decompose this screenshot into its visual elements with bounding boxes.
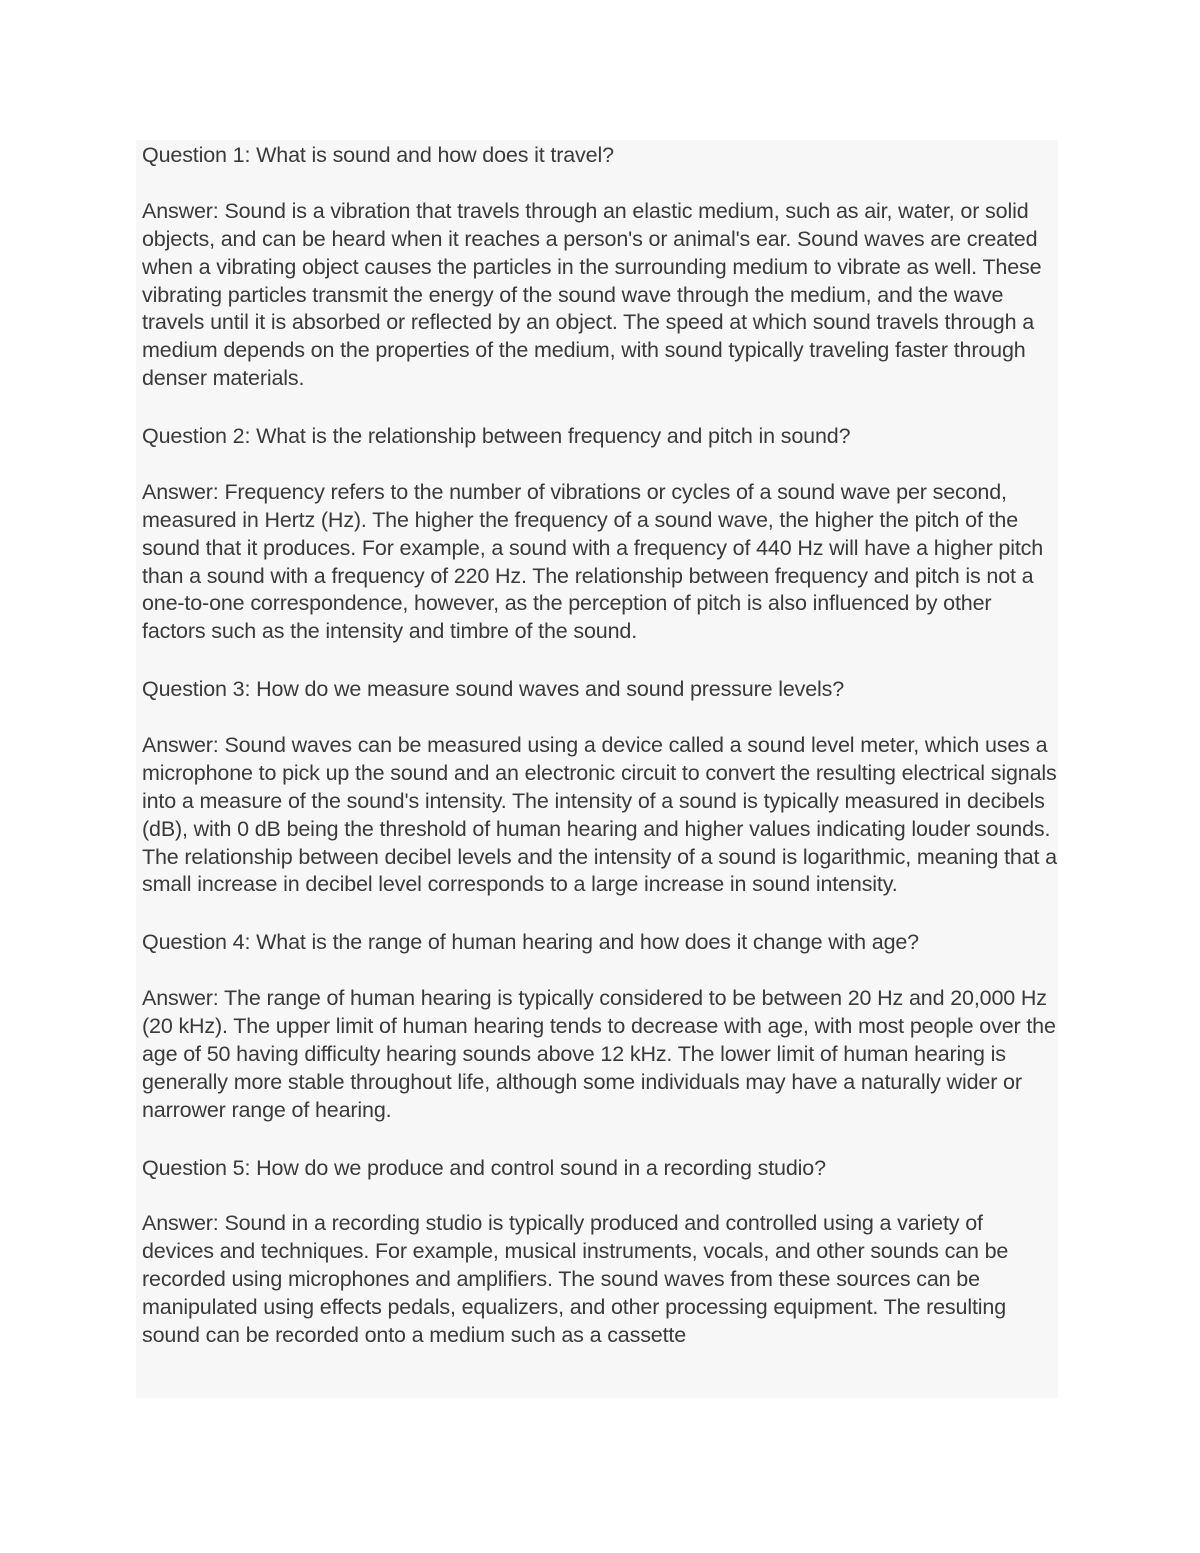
qa-item-1 — [142, 140, 1058, 421]
answer-2: Answer: Frequency refers to the number of vibrations or cycles of a sound wave per second, measured in Hertz (Hz). The higher the frequency of a sound wave, the higher the pitch of the sound that it produces. For example, a sound with a frequency of 440 Hz will have a higher pitch than a sound with a frequency of 220 Hz. The relationship between frequency and pitch is not a one-to-one correspondence, however, as the perception of pitch is also influenced by other factors such as the intensity and timbre of the sound. — [142, 479, 1044, 644]
answer-3: Answer: Sound waves can be measured using a device called a sound level meter, which uses a microphone to pick up the sound and an electronic circuit to convert the resulting electrical signals into a measure of the sound's intensity. The intensity of a sound is typically measured in decibels (dB), with 0 dB being the threshold of human hearing and higher values indicating louder sounds. The relationship between decibel levels and the intensity of a sound is logarithmic, meaning that a small increase in decibel level corresponds to a large increase in sound intensity. — [142, 732, 1057, 897]
document-body — [136, 140, 1058, 1350]
question-3: Question 3: How do we measure sound waves and sound pressure levels? — [142, 677, 845, 702]
qa-item-2 — [142, 421, 1058, 674]
document-text-block — [136, 140, 1058, 1398]
qa-item-3 — [142, 674, 1058, 927]
answer-1: Answer: Sound is a vibration that travels through an elastic medium, such as air, water, or solid objects, and can be heard when it reaches a person's or animal's ear. Sound waves are created when a vibrating object causes the particles in the surrounding medium to vibrate as well. These vibrating particles transmit the energy of the sound wave through the medium, and the wave travels until it is absorbed or reflected by an object. The speed at which sound travels through a medium depends on the properties of the medium, with sound typically traveling faster through denser materials. — [142, 198, 1042, 391]
question-2: Question 2: What is the relationship between frequency and pitch in sound? — [142, 424, 851, 449]
answer-5: Answer: Sound in a recording studio is typically produced and controlled using a variety of devices and techniques. For example, musical instruments, vocals, and other sounds can be recorded using microphones and amplifiers. The sound waves from these sources can be manipulated using effects pedals, equalizers, and other processing equipment. The resulting sound can be recorded onto a medium such as a cassette — [142, 1211, 1009, 1347]
question-1: Question 1: What is sound and how does it travel? — [142, 143, 614, 167]
question-4: Question 4: What is the range of human hearing and how does it change with age? — [142, 930, 919, 955]
qa-item-5 — [142, 1153, 1058, 1350]
answer-4: Answer: The range of human hearing is typically considered to be between 20 Hz and 20,000 Hz (20 kHz). The upper limit of human hearing tends to decrease with age, with most people over the age of 50 having difficulty hearing sounds above 12 kHz. The lower limit of human hearing is generally more stable throughout life, although some individuals may have a naturally wider or narrower range of hearing. — [142, 986, 1056, 1122]
qa-item-4 — [142, 927, 1058, 1152]
question-5: Question 5: How do we produce and control sound in a recording studio? — [142, 1155, 826, 1180]
